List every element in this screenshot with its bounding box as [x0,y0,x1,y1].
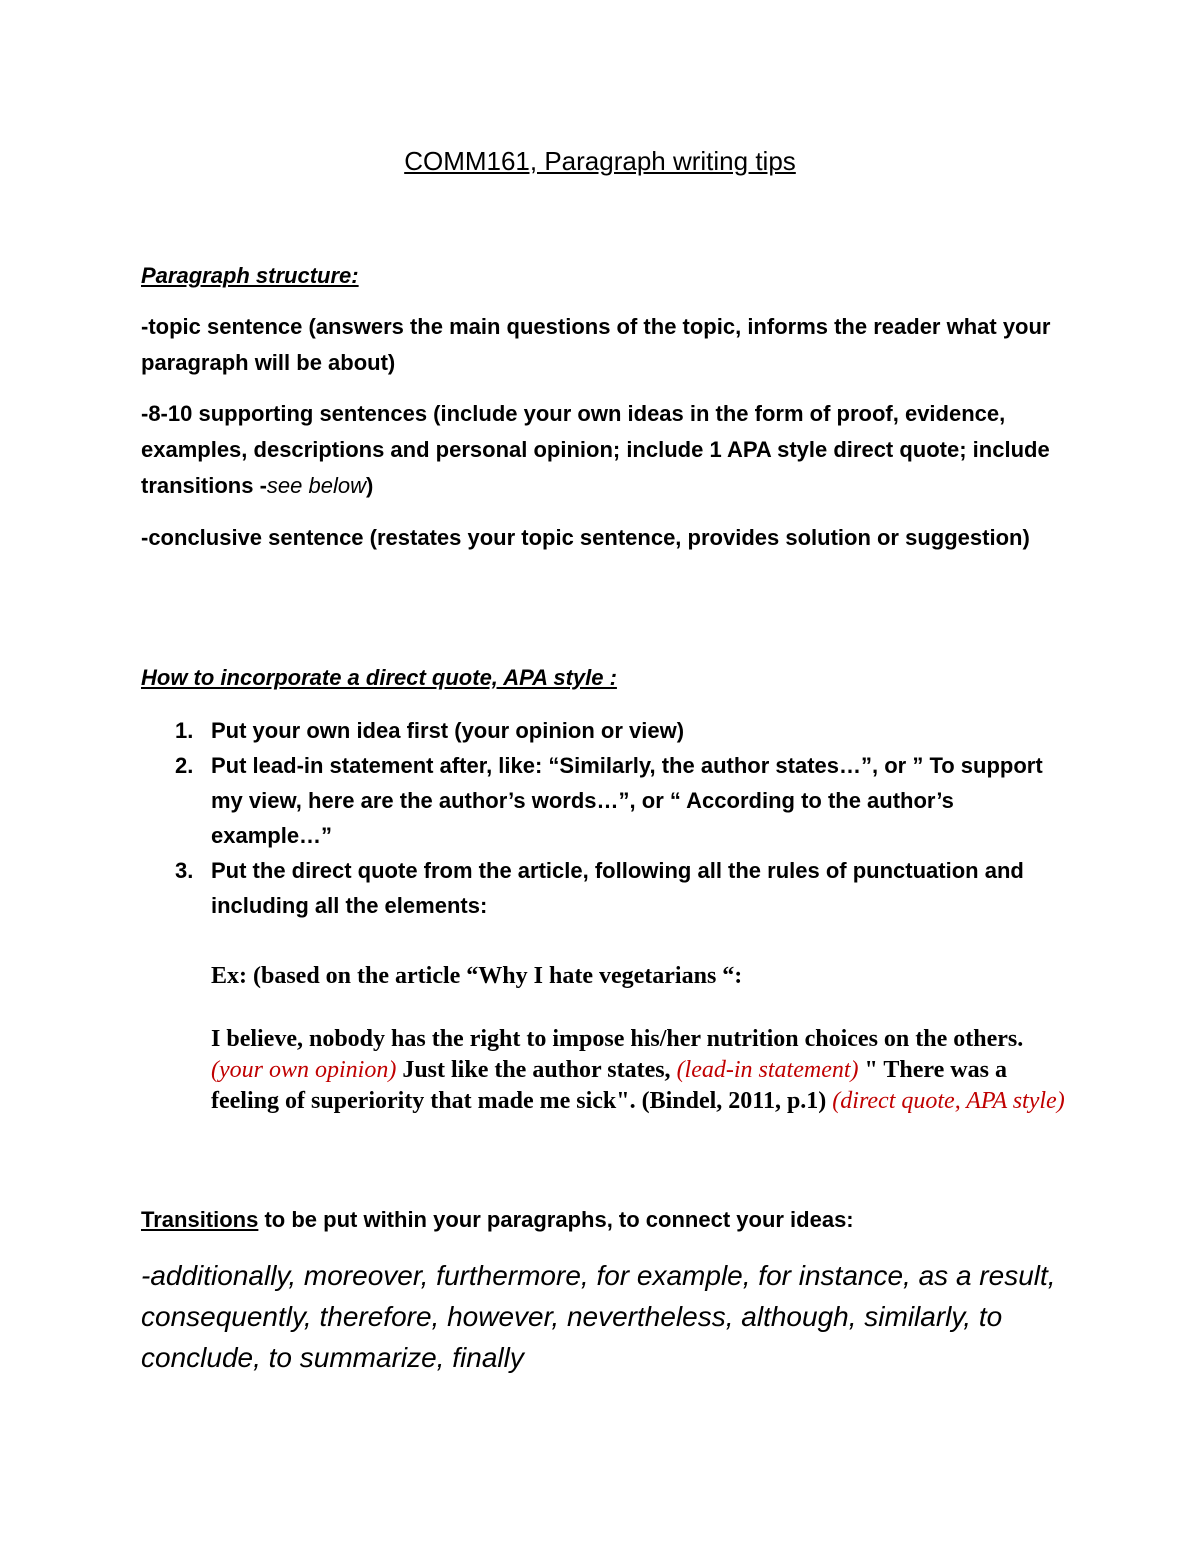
example-quote-note: (direct quote, APA style) [832,1088,1065,1114]
quote-heading [141,660,1071,696]
list-item [141,748,1071,853]
supporting-sentences-text: -8-10 supporting sentences (include your own ideas in the form of proof, evidence, examples, descriptions and personal opinion; include 1 APA style direct quote; include transitions - [141,401,1050,498]
example-leadin-note: (lead-in statement) [676,1057,859,1083]
supporting-close: ) [365,473,374,498]
example-leadin: Just like the author states, [402,1057,671,1083]
structure-heading-text: Paragraph structure: [141,263,359,288]
example-opinion-note: (your own opinion) [211,1057,397,1083]
structure-heading [141,258,1071,294]
see-below-note: see below [266,473,366,498]
transitions-heading-word: Transitions [141,1207,259,1232]
step-text: Put your own idea first (your opinion or view) [211,718,685,743]
quote-steps-list [141,713,1071,923]
step-text: Put lead-in statement after, like: “Similarly, the author states…”, or ” To support my view, here are the author’s words…”, or “ According to the author’s example…” [211,753,1043,848]
transitions-list: -additionally, moreover, furthermore, for example, for instance, as a result, consequently, therefore, however, nevertheless, although, similarly, to conclude, to summarize, finally [141,1260,1056,1373]
list-item [141,853,1071,923]
transitions-heading-rest: to be put within your paragraphs, to connect your ideas: [258,1207,854,1232]
transitions-heading [141,1202,1071,1238]
quote-heading-text: How to incorporate a direct quote, APA style : [141,665,617,690]
example-opinion: I believe, nobody has the right to impose his/her nutrition choices on the others. [211,1026,1024,1052]
step-text: Put the direct quote from the article, following all the rules of punctuation and including all the elements: [211,858,1024,918]
step-number: 1. [175,718,194,743]
list-item [141,713,1071,748]
supporting-sentences-item [141,396,1071,504]
conclusive-sentence-item: -conclusive sentence (restates your topic sentence, provides solution or suggestion) [141,525,1030,550]
topic-sentence-item: -topic sentence (answers the main questions of the topic, informs the reader what your paragraph will be about) [141,314,1051,375]
document-title: COMM161, Paragraph writing tips [404,146,796,176]
step-number: 2. [175,753,194,778]
example-paragraph [211,1024,1071,1117]
example-intro: Ex: (based on the article “Why I hate vegetarians “: [211,963,743,989]
step-number: 3. [175,858,194,883]
example-quote: " There was a feeling of superiority that made me sick". (Bindel, 2011, p.1) [211,1057,1007,1114]
